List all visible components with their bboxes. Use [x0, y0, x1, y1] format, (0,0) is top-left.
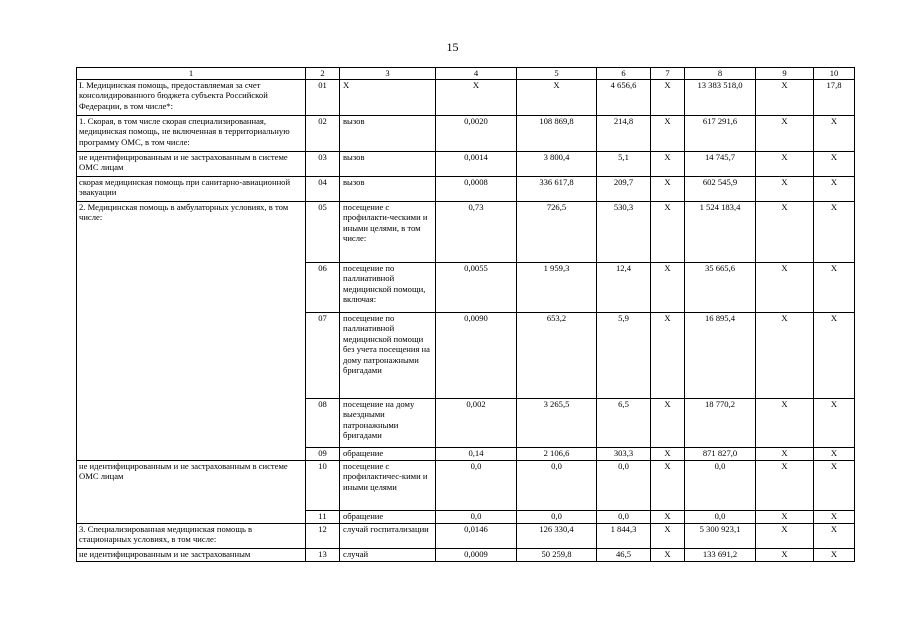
cell-col-9: Х [756, 177, 814, 202]
cell-col-8: 35 665,6 [685, 263, 756, 313]
cell-col-8: 14 745,7 [685, 152, 756, 177]
cell-col-4: 0,0020 [436, 116, 517, 152]
cell-col-3: посещение с профилакти-ческими и иными целями, в том числе: [340, 202, 436, 263]
cell-col-2: 10 [306, 461, 340, 511]
cell-col-4: 0,73 [436, 202, 517, 263]
cell-col-6: 5,1 [597, 152, 651, 177]
header-cell: 3 [340, 68, 436, 80]
cell-col-5: 108 869,8 [517, 116, 597, 152]
cell-col-2: 04 [306, 177, 340, 202]
cell-col-8: 871 827,0 [685, 448, 756, 461]
cell-col-7: Х [651, 202, 685, 263]
table-row [77, 461, 855, 511]
cell-col-9: Х [756, 263, 814, 313]
cell-col-6: 0,0 [597, 511, 651, 524]
cell-col-8: 617 291,6 [685, 116, 756, 152]
cell-col-2: 08 [306, 399, 340, 448]
cell-col-3: посещение на дому выездными патронажными бригадами [340, 399, 436, 448]
cell-col-9: Х [756, 202, 814, 263]
cell-col-8: 1 524 183,4 [685, 202, 756, 263]
cell-col-6: 6,5 [597, 399, 651, 448]
cell-col-6: 530,3 [597, 202, 651, 263]
cell-col-4: 0,0090 [436, 313, 517, 399]
cell-col-7: Х [651, 524, 685, 549]
cell-col-5: 726,5 [517, 202, 597, 263]
cell-col-6: 12,4 [597, 263, 651, 313]
cell-col-7: Х [651, 177, 685, 202]
cell-col-5: 3 265,5 [517, 399, 597, 448]
cell-col-2: 05 [306, 202, 340, 263]
cell-col-6: 214,8 [597, 116, 651, 152]
cell-col-7: Х [651, 448, 685, 461]
cell-col-5: 653,2 [517, 313, 597, 399]
header-cell: 2 [306, 68, 340, 80]
cell-col-5: Х [517, 80, 597, 116]
cell-col-7: Х [651, 313, 685, 399]
cell-col-4: 0,14 [436, 448, 517, 461]
header-cell: 6 [597, 68, 651, 80]
cell-col-10: Х [814, 313, 855, 399]
header-row [77, 68, 855, 80]
cell-col-7: Х [651, 511, 685, 524]
cell-col-7: Х [651, 80, 685, 116]
cell-col-10: Х [814, 263, 855, 313]
cell-col-8: 5 300 923,1 [685, 524, 756, 549]
cell-col-3: случай [340, 549, 436, 562]
cell-col-4: 0,0 [436, 511, 517, 524]
cell-col-4: Х [436, 80, 517, 116]
cell-col-6: 4 656,6 [597, 80, 651, 116]
cell-col-10: Х [814, 177, 855, 202]
table-row [77, 177, 855, 202]
cell-col-8: 16 895,4 [685, 313, 756, 399]
cell-col-10: Х [814, 461, 855, 511]
cell-col-2: 03 [306, 152, 340, 177]
cell-col-3: обращение [340, 448, 436, 461]
row-label-cell: не идентифицированным и не застрахованным [77, 549, 306, 562]
cell-col-10: Х [814, 116, 855, 152]
cell-col-9: Х [756, 80, 814, 116]
cell-col-7: Х [651, 263, 685, 313]
cell-col-4: 0,0055 [436, 263, 517, 313]
cell-col-7: Х [651, 549, 685, 562]
cell-col-4: 0,0 [436, 461, 517, 511]
cell-col-6: 0,0 [597, 461, 651, 511]
cell-col-7: Х [651, 399, 685, 448]
cell-col-5: 50 259,8 [517, 549, 597, 562]
cell-col-6: 303,3 [597, 448, 651, 461]
cell-col-6: 1 844,3 [597, 524, 651, 549]
cell-col-6: 209,7 [597, 177, 651, 202]
cell-col-2: 12 [306, 524, 340, 549]
cell-col-9: Х [756, 399, 814, 448]
cell-col-3: посещение по паллиативной медицинской помощи, включая: [340, 263, 436, 313]
cell-col-2: 07 [306, 313, 340, 399]
row-label-cell: 1. Скорая, в том числе скорая специализированная, медицинская помощь, не включенная в территориальную программу ОМС, в том числе: [77, 116, 306, 152]
header-cell: 4 [436, 68, 517, 80]
header-cell: 9 [756, 68, 814, 80]
cell-col-2: 01 [306, 80, 340, 116]
header-cell: 5 [517, 68, 597, 80]
table-row [77, 202, 855, 263]
cell-col-3: вызов [340, 177, 436, 202]
cell-col-2: 13 [306, 549, 340, 562]
cell-col-4: 0,002 [436, 399, 517, 448]
cell-col-4: 0,0146 [436, 524, 517, 549]
cell-col-8: 0,0 [685, 461, 756, 511]
cell-col-7: Х [651, 461, 685, 511]
cell-col-9: Х [756, 549, 814, 562]
cell-col-5: 3 800,4 [517, 152, 597, 177]
cell-col-5: 1 959,3 [517, 263, 597, 313]
row-label-cell: не идентифицированным и не застрахованным в системе ОМС лицам [77, 152, 306, 177]
cell-col-3: обращение [340, 511, 436, 524]
table-row [77, 80, 855, 116]
cell-col-8: 18 770,2 [685, 399, 756, 448]
cell-col-4: 0,0009 [436, 549, 517, 562]
cell-col-9: Х [756, 116, 814, 152]
cell-col-3: посещение по паллиативной медицинской помощи без учета посещения на дому патронажными бригадами [340, 313, 436, 399]
cell-col-8: 602 545,9 [685, 177, 756, 202]
cell-col-10: Х [814, 152, 855, 177]
table-row [77, 549, 855, 562]
cell-col-3: посещение с профилактичес-кими и иными целями [340, 461, 436, 511]
cell-col-10: Х [814, 448, 855, 461]
cell-col-9: Х [756, 511, 814, 524]
cell-col-9: Х [756, 313, 814, 399]
cell-col-3: Х [340, 80, 436, 116]
cell-col-10: Х [814, 202, 855, 263]
table-row [77, 524, 855, 549]
cell-col-6: 5,9 [597, 313, 651, 399]
header-cell: 10 [814, 68, 855, 80]
row-label-cell: не идентифицированным и не застрахованным в системе ОМС лицам [77, 461, 306, 524]
cell-col-5: 0,0 [517, 511, 597, 524]
cell-col-5: 2 106,6 [517, 448, 597, 461]
cell-col-2: 06 [306, 263, 340, 313]
cell-col-2: 11 [306, 511, 340, 524]
cell-col-10: 17,8 [814, 80, 855, 116]
cell-col-9: Х [756, 448, 814, 461]
cell-col-7: Х [651, 152, 685, 177]
cell-col-8: 0,0 [685, 511, 756, 524]
header-cell: 8 [685, 68, 756, 80]
cell-col-5: 126 330,4 [517, 524, 597, 549]
cell-col-4: 0,0014 [436, 152, 517, 177]
cell-col-7: Х [651, 116, 685, 152]
cell-col-9: Х [756, 461, 814, 511]
header-cell: 1 [77, 68, 306, 80]
row-label-cell: 3. Специализированная медицинская помощь в стационарных условиях, в том числе: [77, 524, 306, 549]
row-label-cell: 2. Медицинская помощь в амбулаторных условиях, в том числе: [77, 202, 306, 461]
cell-col-9: Х [756, 524, 814, 549]
cell-col-9: Х [756, 152, 814, 177]
cell-col-3: случай госпитализации [340, 524, 436, 549]
cell-col-3: вызов [340, 116, 436, 152]
row-label-cell: скорая медицинская помощь при санитарно-авиационной эвакуации [77, 177, 306, 202]
financing-table [76, 67, 855, 562]
cell-col-5: 0,0 [517, 461, 597, 511]
cell-col-3: вызов [340, 152, 436, 177]
cell-col-8: 133 691,2 [685, 549, 756, 562]
cell-col-10: Х [814, 399, 855, 448]
page-number: 15 [446, 40, 459, 54]
cell-col-10: Х [814, 511, 855, 524]
cell-col-10: Х [814, 549, 855, 562]
cell-col-5: 336 617,8 [517, 177, 597, 202]
row-label-cell: I. Медицинская помощь, предоставляемая за счет консолидированного бюджета субъекта Российской Федерации, в том числе*: [77, 80, 306, 116]
cell-col-2: 02 [306, 116, 340, 152]
cell-col-10: Х [814, 524, 855, 549]
cell-col-8: 13 383 518,0 [685, 80, 756, 116]
table-row [77, 152, 855, 177]
cell-col-4: 0,0008 [436, 177, 517, 202]
header-cell: 7 [651, 68, 685, 80]
table-row [77, 116, 855, 152]
cell-col-6: 46,5 [597, 549, 651, 562]
cell-col-2: 09 [306, 448, 340, 461]
